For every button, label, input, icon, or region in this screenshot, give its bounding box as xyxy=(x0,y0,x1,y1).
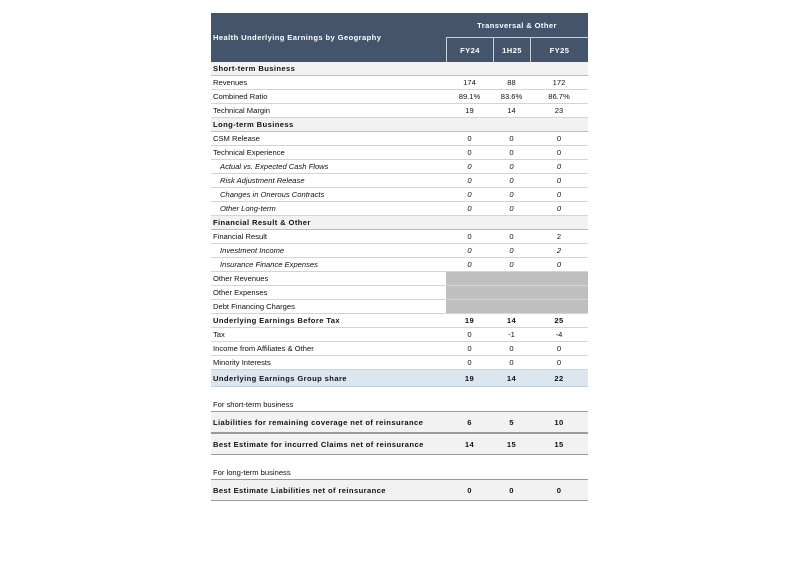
row-label: Income from Affiliates & Other xyxy=(213,344,314,353)
cell-fy24: 0 xyxy=(467,134,472,143)
table-header xyxy=(211,13,588,62)
cell-fy24: 0 xyxy=(467,162,472,171)
table-row xyxy=(211,230,588,244)
row-label: Financial Result & Other xyxy=(213,218,311,227)
cell-fy24: 6 xyxy=(467,417,472,427)
table-row xyxy=(211,272,588,286)
row-label: Short-term Business xyxy=(213,64,296,73)
table-row xyxy=(211,342,588,356)
cell-fy25: 0 xyxy=(556,162,562,171)
cell-fy24: 0 xyxy=(467,344,472,353)
cell-fy25: 15 xyxy=(554,439,564,449)
cell-fy24: 19 xyxy=(465,106,474,115)
cell-fy24: 19 xyxy=(464,316,475,325)
cell-1h25: -1 xyxy=(508,330,515,339)
cell-1h25: 0 xyxy=(509,246,514,255)
table-row xyxy=(211,286,588,300)
table-row xyxy=(211,258,588,272)
table-row xyxy=(211,356,588,370)
note-label: For short-term business xyxy=(213,399,294,409)
shaded-cell xyxy=(446,286,588,299)
row-label: Long-term Business xyxy=(213,120,294,129)
column-header-fy24: FY24 xyxy=(446,38,493,62)
cell-1h25: 14 xyxy=(507,106,516,115)
spacer xyxy=(211,455,588,465)
cell-fy25: 10 xyxy=(554,417,564,427)
row-label: Best Estimate Liabilities net of reinsurance xyxy=(213,485,386,495)
cell-1h25: 0 xyxy=(509,134,514,143)
cell-1h25: 0 xyxy=(509,162,514,171)
table-row xyxy=(211,433,588,455)
cell-fy25: 0 xyxy=(556,204,562,213)
table-row xyxy=(211,411,588,433)
cell-fy25: 0 xyxy=(556,190,562,199)
cell-fy24: 0 xyxy=(467,148,472,157)
cell-1h25: 0 xyxy=(509,344,514,353)
cell-1h25: 0 xyxy=(509,148,514,157)
table-title: Health Underlying Earnings by Geography xyxy=(213,33,382,42)
column-header-fy25: FY25 xyxy=(530,38,588,62)
cell-fy24: 14 xyxy=(464,439,475,449)
table-body xyxy=(211,62,588,501)
table-row xyxy=(211,370,588,387)
row-label: Investment Income xyxy=(220,246,285,255)
cell-1h25: 5 xyxy=(509,417,514,427)
cell-1h25: 0 xyxy=(509,204,514,213)
cell-1h25: 0 xyxy=(509,260,514,269)
row-label: Underlying Earnings Before Tax xyxy=(213,316,341,325)
column-group-header: Transversal & Other xyxy=(446,13,588,38)
row-label: Revenues xyxy=(213,78,248,87)
cell-1h25: 0 xyxy=(509,190,514,199)
table-row xyxy=(211,202,588,216)
earnings-table xyxy=(211,13,588,501)
row-label: Other Long-term xyxy=(220,204,276,213)
cell-fy25: 0 xyxy=(556,358,562,367)
section-header-row xyxy=(211,118,588,132)
cell-1h25: 83.6% xyxy=(500,92,523,101)
cell-fy24: 0 xyxy=(467,204,472,213)
cell-fy25: 0 xyxy=(556,148,562,157)
cell-fy24: 0 xyxy=(467,232,472,241)
row-label: Changes in Onerous Contracts xyxy=(220,190,325,199)
note-label: For long-term business xyxy=(213,467,291,477)
cell-fy25: 2 xyxy=(556,232,562,241)
cell-fy24: 0 xyxy=(467,485,472,495)
cell-fy24: 0 xyxy=(467,176,472,185)
cell-1h25: 14 xyxy=(506,316,517,325)
cell-fy25: 25 xyxy=(554,316,564,325)
table-row xyxy=(211,104,588,118)
cell-fy25: 86.7% xyxy=(548,92,570,101)
row-label: Best Estimate for incurred Claims net of reinsurance xyxy=(213,439,424,449)
table-row xyxy=(211,314,588,328)
cell-fy24: 19 xyxy=(464,373,475,383)
row-label: Actual vs. Expected Cash Flows xyxy=(220,162,329,171)
cell-fy24: 0 xyxy=(467,246,472,255)
table-row xyxy=(211,244,588,258)
cell-fy25: 2 xyxy=(556,246,562,255)
cell-1h25: 14 xyxy=(506,373,517,383)
shaded-cell xyxy=(446,300,588,313)
cell-fy25: 0 xyxy=(556,344,562,353)
cell-1h25: 0 xyxy=(509,232,514,241)
cell-fy25: -4 xyxy=(555,330,563,339)
column-header-1h25: 1H25 xyxy=(493,38,530,62)
row-label: Risk Adjustment Release xyxy=(220,176,305,185)
table-row xyxy=(211,188,588,202)
row-label: Technical Margin xyxy=(213,106,270,115)
cell-fy25: 0 xyxy=(556,176,562,185)
cell-1h25: 0 xyxy=(509,176,514,185)
cell-fy24: 89.1% xyxy=(458,92,481,101)
table-row xyxy=(211,174,588,188)
row-label: Debt Financing Charges xyxy=(213,302,295,311)
cell-fy25: 0 xyxy=(556,260,562,269)
cell-fy25: 23 xyxy=(554,106,564,115)
cell-fy24: 174 xyxy=(463,78,476,87)
table-row xyxy=(211,90,588,104)
row-label: Tax xyxy=(213,330,225,339)
table-row xyxy=(211,132,588,146)
cell-1h25: 15 xyxy=(506,439,517,449)
row-label: Combined Ratio xyxy=(213,92,268,101)
cell-fy24: 0 xyxy=(467,190,472,199)
row-label: Financial Result xyxy=(213,232,268,241)
row-label: Technical Experience xyxy=(213,148,285,157)
table-row xyxy=(211,76,588,90)
cell-1h25: 0 xyxy=(509,358,514,367)
table-row xyxy=(211,160,588,174)
spacer xyxy=(211,387,588,397)
row-label: Other Expenses xyxy=(213,288,268,297)
row-label: Liabilities for remaining coverage net of reinsurance xyxy=(213,417,424,427)
row-label: Minority Interests xyxy=(213,358,271,367)
cell-1h25: 88 xyxy=(507,78,516,87)
cell-fy25: 22 xyxy=(554,373,564,383)
cell-fy25: 0 xyxy=(556,485,562,495)
cell-1h25: 0 xyxy=(509,485,514,495)
section-header-row xyxy=(211,62,588,76)
row-label: Underlying Earnings Group share xyxy=(213,373,347,383)
cell-fy24: 0 xyxy=(467,330,472,339)
cell-fy24: 0 xyxy=(467,260,472,269)
cell-fy25: 172 xyxy=(552,78,566,87)
cell-fy25: 0 xyxy=(556,134,562,143)
table-row xyxy=(211,300,588,314)
table-row xyxy=(211,479,588,501)
section-header-row xyxy=(211,216,588,230)
row-label: CSM Release xyxy=(213,134,260,143)
table-row xyxy=(211,328,588,342)
row-label: Other Revenues xyxy=(213,274,269,283)
shaded-cell xyxy=(446,272,588,285)
table-row xyxy=(211,146,588,160)
cell-fy24: 0 xyxy=(467,358,472,367)
row-label: Insurance Finance Expenses xyxy=(220,260,318,269)
